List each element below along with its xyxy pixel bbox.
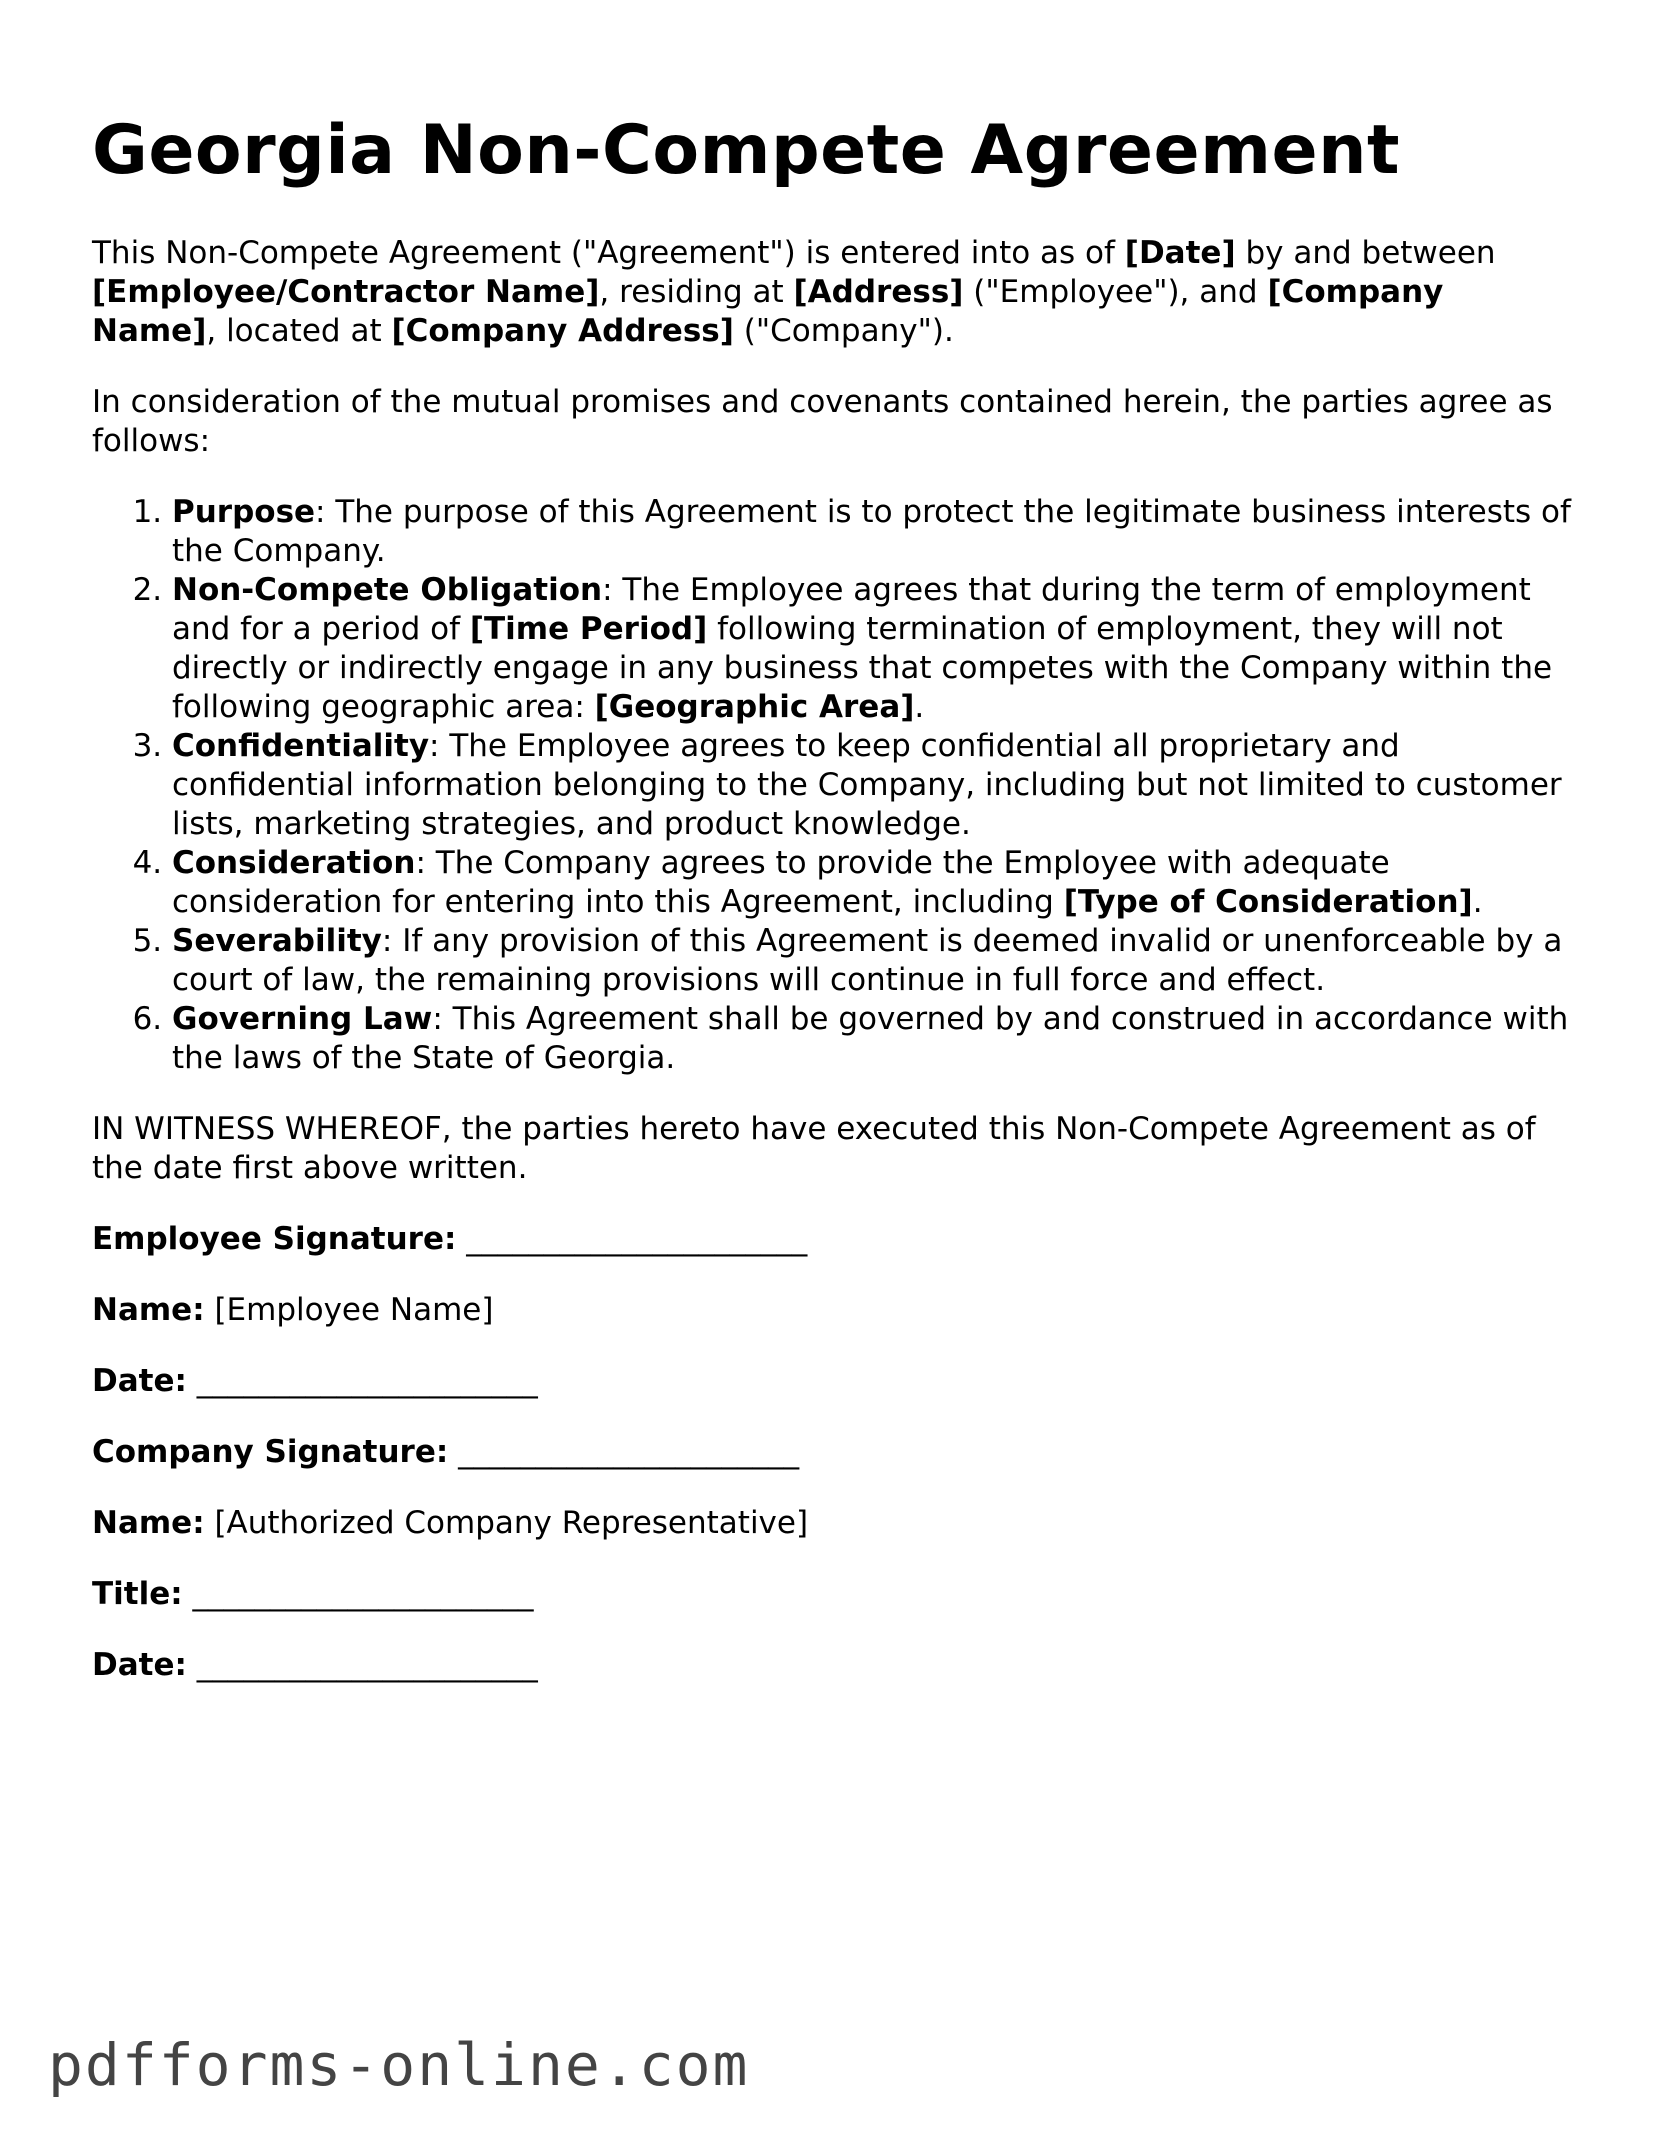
- title-line: [92, 1575, 1572, 1614]
- company-date-field[interactable]: ______________________: [186, 1647, 538, 1683]
- clause-text: : The Employee agrees that during the term of employment and for a period of: [172, 572, 1531, 647]
- company-name-line: [92, 1504, 1572, 1543]
- company-signature-line: [92, 1433, 1572, 1472]
- watermark: pdfforms-online.com: [48, 2031, 750, 2099]
- consideration-paragraph: In consideration of the mutual promises and covenants contained herein, the parties agree as follows:: [92, 384, 1553, 459]
- company-signature-label: Company Signature:: [92, 1434, 449, 1470]
- employee-name-value: [Employee Name]: [204, 1292, 494, 1328]
- witness-paragraph: IN WITNESS WHEREOF, the parties hereto have executed this Non-Compete Agreement as of the date first above written.: [92, 1111, 1536, 1186]
- consideration-type-placeholder: [Type of Consideration]: [1063, 884, 1473, 920]
- geographic-area-placeholder: [Geographic Area]: [594, 689, 915, 725]
- clause-heading: Confidentiality: [172, 728, 430, 764]
- time-period-placeholder: [Time Period]: [469, 611, 708, 647]
- company-name-placeholder: [Company Name]: [92, 274, 1444, 349]
- employee-name-label: Name:: [92, 1292, 205, 1328]
- clause-text: : This Agreement shall be governed by and construed in accordance with the laws of the State of Georgia.: [172, 1001, 1569, 1076]
- employee-date-line: [92, 1362, 1572, 1401]
- clause-item: [172, 922, 1572, 1000]
- intro-text: This Non-Compete Agreement ("Agreement") is entered into as of: [92, 235, 1125, 271]
- company-date-line: [92, 1646, 1572, 1685]
- employee-date-label: Date:: [92, 1363, 187, 1399]
- clause-item: [172, 493, 1572, 571]
- intro-text: ("Company").: [733, 313, 954, 349]
- intro-text: by and between: [1235, 235, 1496, 271]
- employee-date-field[interactable]: ______________________: [186, 1363, 538, 1399]
- date-placeholder: [Date]: [1124, 235, 1236, 271]
- clause-text: .: [914, 689, 925, 725]
- clause-text: : The Employee agrees to keep confidential all proprietary and confidential information belonging to the Company, including but not limited to customer lists, marketing strategies, and product knowledge.: [172, 728, 1562, 842]
- clause-item: [172, 571, 1572, 727]
- clause-text: .: [1472, 884, 1483, 920]
- employee-signature-field[interactable]: ______________________: [456, 1221, 808, 1257]
- intro-text: , located at: [206, 313, 392, 349]
- employee-signature-label: Employee Signature:: [92, 1221, 457, 1257]
- company-name-value: [Authorized Company Representative]: [204, 1505, 809, 1541]
- address-placeholder: [Address]: [793, 274, 964, 310]
- clause-heading: Severability: [172, 923, 382, 959]
- company-address-placeholder: [Company Address]: [391, 313, 734, 349]
- clause-heading: Non-Compete Obligation: [172, 572, 603, 608]
- clause-text: : If any provision of this Agreement is deemed invalid or unenforceable by a court of law, the remaining provisions will continue in full force and effect.: [172, 923, 1563, 998]
- clause-item: [172, 844, 1572, 922]
- clause-item: [172, 727, 1572, 844]
- company-name-label: Name:: [92, 1505, 205, 1541]
- title-field[interactable]: ______________________: [182, 1576, 534, 1612]
- clause-text: following termination of employment, they will not directly or indirectly engage in any business that competes with the Company within the following geographic area:: [172, 611, 1553, 725]
- employee-name-placeholder: [Employee/Contractor Name]: [92, 274, 600, 310]
- clause-item: [172, 1000, 1572, 1078]
- intro-text: , residing at: [599, 274, 794, 310]
- clause-list: [92, 493, 1572, 1078]
- title-label: Title:: [92, 1576, 183, 1612]
- document-page: [92, 110, 1572, 1717]
- clause-heading: Governing Law: [172, 1001, 433, 1037]
- clause-text: : The purpose of this Agreement is to protect the legitimate business interests of the Company.: [172, 494, 1571, 569]
- clause-heading: Consideration: [172, 845, 416, 881]
- document-title: Georgia Non-Compete Agreement: [92, 111, 1401, 190]
- employee-name-line: [92, 1291, 1572, 1330]
- intro-paragraph: [92, 234, 1572, 351]
- company-signature-field[interactable]: ______________________: [448, 1434, 800, 1470]
- employee-signature-line: [92, 1220, 1572, 1259]
- intro-text: ("Employee"), and: [963, 274, 1268, 310]
- company-date-label: Date:: [92, 1647, 187, 1683]
- clause-text: : The Company agrees to provide the Employee with adequate consideration for entering into this Agreement, including: [172, 845, 1390, 920]
- clause-heading: Purpose: [172, 494, 316, 530]
